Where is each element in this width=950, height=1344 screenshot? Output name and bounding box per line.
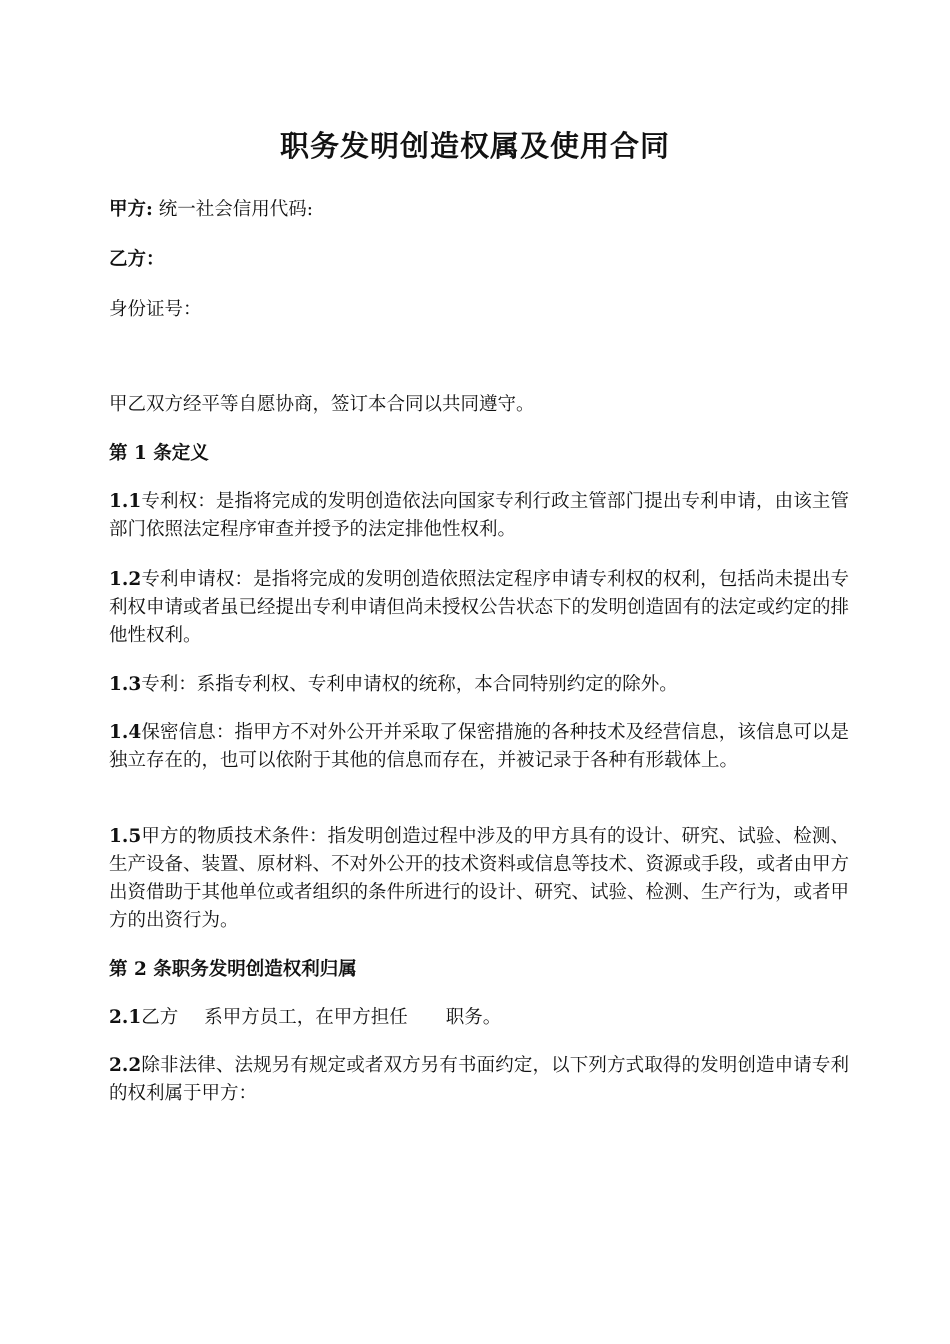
clause-number: 2.2	[109, 1055, 142, 1076]
party-a-line	[109, 196, 849, 224]
party-a-colon: :	[146, 199, 153, 220]
clause-1-5	[109, 823, 849, 935]
clause-text: 专利：系指专利权、专利申请权的统称，本合同特别约定的除外。	[141, 674, 678, 695]
clause-text-part2: 系甲方员工，在甲方担任	[204, 1007, 408, 1028]
clause-1-3	[109, 671, 849, 699]
clause-2-1	[109, 1004, 849, 1032]
party-a-label: 甲方	[109, 199, 147, 220]
party-b-label: 乙方：	[109, 249, 165, 270]
article-1-heading: 第 1 条定义	[109, 443, 209, 464]
clause-text: 专利权：是指将完成的发明创造依法向国家专利行政主管部门提出专利申请，由该主管部门依照法定程序审查并授予的法定排他性权利。	[109, 491, 849, 540]
clause-text: 专利申请权：是指将完成的发明创造依照法定程序申请专利权的权利，包括尚未提出专利权申请或者虽已经提出专利申请但尚未授权公告状态下的发明创造固有的法定或约定的排他性权利。	[109, 569, 850, 646]
document-title: 职务发明创造权属及使用合同	[279, 129, 670, 163]
clause-number: 1.5	[109, 826, 142, 847]
clause-number: 1.2	[109, 569, 142, 590]
clause-1-4	[109, 719, 849, 775]
clause-number: 2.1	[109, 1007, 142, 1028]
id-number-label: 身份证号：	[109, 299, 202, 320]
clause-text-part1: 乙方	[141, 1007, 179, 1028]
clause-text-part3: 职务。	[445, 1007, 502, 1028]
clause-number: 1.3	[109, 674, 142, 695]
clause-text: 甲方的物质技术条件：指发明创造过程中涉及的甲方具有的设计、研究、试验、检测、生产设备、装置、原材料、不对外公开的技术资料或信息等技术、资源或手段，或者由甲方出资借助于其他单位或者组织的条件所进行的设计、研究、试验、检测、生产行为，或者甲方的出资行为。	[109, 826, 850, 931]
clause-1-1	[109, 488, 849, 544]
article-2-heading: 第 2 条职务发明创造权利归属	[109, 959, 357, 980]
clause-2-2	[109, 1052, 849, 1108]
clause-text: 保密信息：指甲方不对外公开并采取了保密措施的各种技术及经营信息，该信息可以是独立存在的，也可以依附于其他的信息而存在，并被记录于各种有形载体上。	[109, 722, 849, 771]
clause-number: 1.1	[109, 491, 142, 512]
intro-text: 甲乙双方经平等自愿协商，签订本合同以共同遵守。	[109, 394, 535, 415]
credit-code-label: 统一社会信用代码:	[158, 199, 313, 220]
clause-number: 1.4	[109, 722, 142, 743]
clause-text: 除非法律、法规另有规定或者双方另有书面约定，以下列方式取得的发明创造申请专利的权利属于甲方：	[109, 1055, 849, 1104]
clause-1-2	[109, 566, 849, 650]
